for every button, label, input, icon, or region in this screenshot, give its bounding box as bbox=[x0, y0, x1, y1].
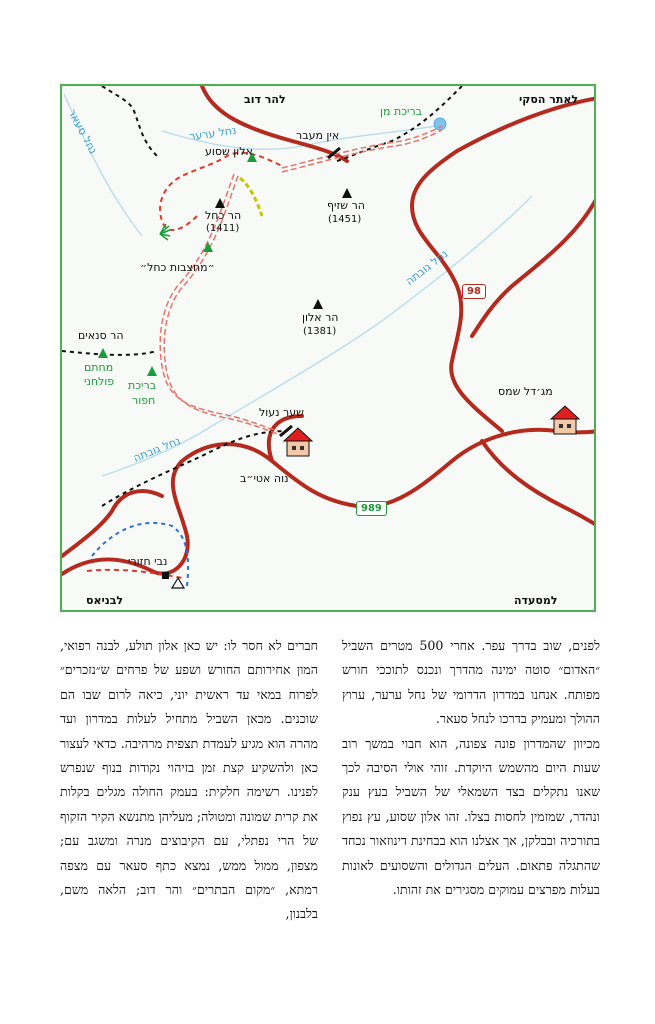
peak-kahal-name: הר כחל bbox=[205, 209, 242, 222]
peak-shezif-elev: (1451) bbox=[328, 214, 362, 225]
peak-alon-name: הר אלון bbox=[302, 311, 339, 324]
place-ein-maavar: אין מעבר bbox=[296, 129, 340, 142]
paragraph-right: לפנים, שוב בדרך עפר. אחרי 500 מטרים השביל ״האדום״ סוטה ימינה מהדרך ונכנס לתוככי חורש מפותח. אנחנו במדרון הדרומי של נחל ערער, ערוץ ההולך ומעמיק בדרכו לנחל סעאר. מכיוון שהמדרון פונה צפונה, הוא חבוי במשך רוב שעות היום מהשמש היוקדת. זוהי אולי הסיבה לכך שאנו נתקלים בצד השמאלי של השביל בעץ ענק ונהדר, שמזמין לחסות בצלו. זהו אלון שסוע, עץ נפוץ בתורכיה ובבלקן, אך אצלנו הוא בבחינת דינוזאור נכחד שהתגלה פתאום. העלים הגדולים והשסועים לאונות בעלות מפרצים עמוקים מסגירים את זהותו. bbox=[342, 638, 600, 898]
sanaim-triangle bbox=[98, 348, 108, 358]
tent-icon bbox=[172, 578, 184, 588]
label-brekhat-hafur: בריכת bbox=[128, 379, 157, 392]
peak-sanaim-name: הר סנאים bbox=[78, 329, 124, 342]
peak-shezif-name: הר שזיף bbox=[327, 199, 365, 212]
trail-map bbox=[60, 84, 596, 612]
label-pulhani: פולחני bbox=[84, 375, 115, 388]
place-alon-shasua: אלון שסוע bbox=[205, 145, 253, 158]
house-neve-ativ-icon bbox=[284, 428, 312, 456]
road-east-branch bbox=[472, 196, 596, 336]
house-majdal-icon bbox=[551, 406, 579, 434]
label-to-har-dov: להר דוב bbox=[244, 93, 286, 106]
paragraph-left: חברים לא חסר לו: יש כאן אלון תולע, לבנה רפואי, המון אחירותם החורש ושפע של פרחים ש״נזכרים״ לפרוח במאי עד ראשית יוני, כיאה לרום שבו הם שוכנים. מכאן השביל מתחיל לעלות במדרון ועד מהרה הוא מגיע לעמדת תצפית מרהיבה. כדאי לעצור כאן ולהשקיע קצת זמן בזיהוי נקודות בנוף שנפרש לפנינו. רשימה חלקית: בעמק החולה מגלים בקלות את קרית שמונה ומטולה; מעליהן מתנשא הקיר הזקוף של הרי נפתלי, עם הקיבוצים מנרה ומשגב עם; מצפון, ממול ממש, נמצא כתף סעאר עם מצפה רמתא, ״מקום הבתרים״ והר דוב; הלאה משם, בלבנון, bbox=[60, 638, 318, 922]
nabi-square bbox=[162, 572, 169, 579]
label-mahtam: מחתם bbox=[84, 361, 114, 374]
trail-yellow bbox=[240, 178, 262, 216]
stream-saar-label: נחל סעאר bbox=[65, 106, 100, 157]
peak-alon-elev: (1381) bbox=[303, 326, 337, 337]
map-drawing bbox=[62, 86, 596, 612]
viewpoint-icon bbox=[160, 224, 170, 240]
pool-man bbox=[434, 118, 446, 130]
stream-guvta-east-label: נחל גובתה bbox=[403, 247, 451, 288]
road-south bbox=[482, 441, 596, 526]
trail-black-w bbox=[62, 351, 157, 355]
place-majdal-shams: מג׳דל שמס bbox=[498, 385, 553, 398]
peak-shezif-triangle bbox=[342, 188, 352, 198]
label-hafur: חפור bbox=[132, 394, 156, 407]
road-98-badge: 98 bbox=[462, 284, 486, 299]
text-column-left bbox=[60, 634, 318, 927]
stream-arar-label: נחל ערער bbox=[188, 123, 238, 144]
place-shaar-naul: שער נעול bbox=[259, 406, 304, 419]
barrier-shaar bbox=[280, 426, 292, 436]
place-nabi-hazuri: נבי חזורי bbox=[128, 555, 168, 568]
hafur-triangle bbox=[147, 366, 157, 376]
text-column-right bbox=[342, 634, 600, 902]
trail-black-nw bbox=[102, 86, 157, 156]
place-mahtsevot-kahal: ״מחצבות כחל״ bbox=[140, 261, 215, 274]
peak-alon-triangle bbox=[313, 299, 323, 309]
place-neve-ativ: נוה אטי״ב bbox=[240, 472, 289, 485]
peak-kahal-elev: (1411) bbox=[206, 223, 240, 234]
label-brekhat-man: בריכת מן bbox=[380, 105, 423, 118]
label-to-masade: למסעדה bbox=[514, 594, 558, 607]
label-to-banias: לבניאס bbox=[86, 594, 124, 607]
label-to-ski-site: לאתר הסקי bbox=[519, 93, 579, 106]
road-989-badge: 989 bbox=[356, 501, 387, 516]
stream-guvta-west-label: נחל גובתה bbox=[131, 434, 183, 465]
